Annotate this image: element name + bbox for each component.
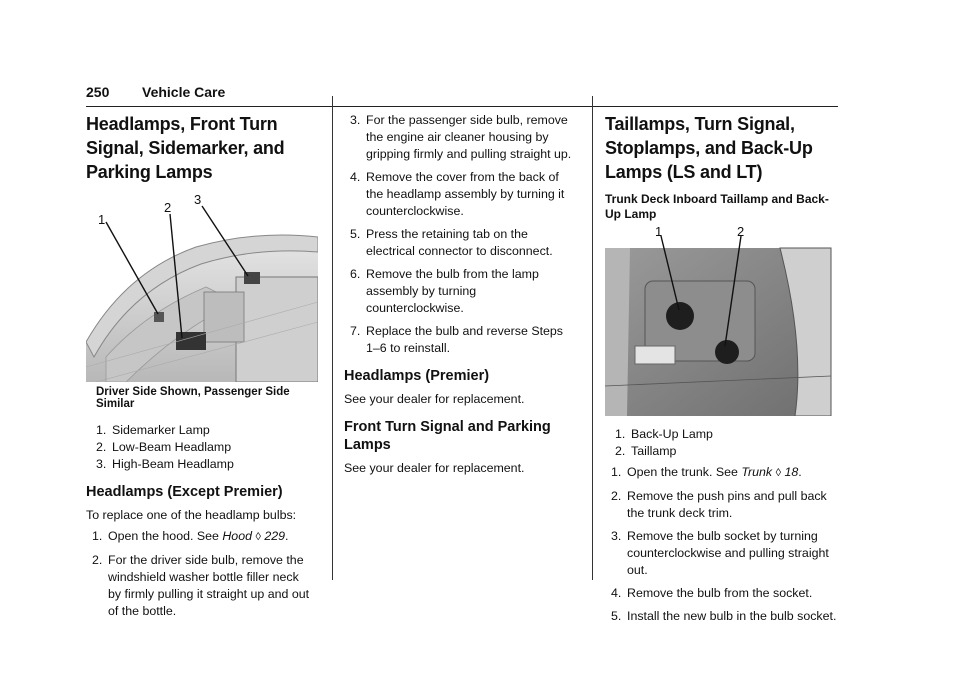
step-item: 5. Install the new bulb in the bulb socket. bbox=[611, 609, 837, 623]
legend-item: 1. Sidemarker Lamp bbox=[96, 423, 210, 437]
taillamp-legend bbox=[605, 426, 839, 460]
section-title: Vehicle Care bbox=[142, 84, 226, 100]
step-item: 2. For the driver side bulb, remove the windshield washer bottle filler neck by firmly pulling it straight up and out of the bottle. bbox=[92, 553, 310, 618]
headlamp-legend bbox=[86, 422, 310, 473]
trunk-link[interactable]: Trunk bbox=[741, 465, 773, 479]
hood-page-link[interactable]: 229 bbox=[264, 529, 286, 543]
legend-item: 1. Back-Up Lamp bbox=[615, 427, 713, 441]
callout-1: 1 bbox=[98, 212, 106, 227]
heading-front-turn-signal: Front Turn Signal and Parking Lamps bbox=[344, 419, 551, 453]
page-ref-arrow-icon: ◊ bbox=[255, 531, 261, 543]
headlamp-illustration bbox=[86, 192, 318, 382]
intro-text: To replace one of the headlamp bulbs: bbox=[86, 508, 297, 522]
legend-item: 3. High-Beam Headlamp bbox=[96, 457, 234, 471]
column-divider bbox=[592, 96, 593, 580]
page-number: 250 bbox=[86, 84, 110, 100]
figure-caption: Driver Side Shown, Passenger Side Similar bbox=[96, 386, 290, 410]
premier-text: See your dealer for replacement. bbox=[344, 392, 525, 406]
hood-link[interactable]: Hood bbox=[222, 529, 252, 543]
step-item: 6. Remove the bulb from the lamp assembly by turning counterclockwise. bbox=[350, 267, 539, 315]
headlamp-steps-continued bbox=[344, 112, 572, 357]
taillamp-steps bbox=[605, 464, 839, 625]
column-divider bbox=[332, 96, 333, 580]
taillamp-figure bbox=[605, 226, 839, 416]
headlamp-figure bbox=[86, 192, 310, 382]
trunk-page-link[interactable]: 18 bbox=[784, 465, 799, 479]
step-item: 3. Remove the bulb socket by turning counterclockwise and pulling straight out. bbox=[611, 529, 829, 577]
step-item: 7. Replace the bulb and reverse Steps 1–6 to reinstall. bbox=[350, 324, 563, 355]
headlamp-steps bbox=[86, 528, 310, 620]
step-item: 4. Remove the bulb from the socket. bbox=[611, 586, 813, 600]
step-item: 2. Remove the push pins and pull back the trunk deck trim. bbox=[611, 489, 827, 520]
heading-premier: Headlamps (Premier) bbox=[344, 368, 490, 384]
callout-3: 3 bbox=[194, 192, 202, 207]
headlamps-title: Headlamps, Front Turn Signal, Sidemarker, and Parking Lamps bbox=[86, 114, 285, 182]
step-item: 5. Press the retaining tab on the electrical connector to disconnect. bbox=[350, 227, 553, 258]
callout-1: 1 bbox=[655, 226, 663, 239]
taillamps-title: Taillamps, Turn Signal, Stoplamps, and Back-Up Lamps (LS and LT) bbox=[605, 114, 813, 182]
trunk-subheading: Trunk Deck Inboard Taillamp and Back-Up Lamp bbox=[605, 192, 829, 221]
callout-2: 2 bbox=[164, 200, 172, 215]
column-right bbox=[605, 112, 839, 631]
step-item: 3. For the passenger side bulb, remove the engine air cleaner housing by gripping firmly and pulling straight up. bbox=[350, 113, 572, 161]
column-left bbox=[86, 112, 310, 626]
subheading-except-premier: Headlamps (Except Premier) bbox=[86, 484, 283, 500]
page-ref-arrow-icon: ◊ bbox=[775, 467, 781, 479]
legend-item: 2. Low-Beam Headlamp bbox=[96, 440, 232, 454]
front-turn-text: See your dealer for replacement. bbox=[344, 461, 525, 475]
page-header bbox=[86, 84, 838, 107]
step-item: 1. Open the trunk. See Trunk ◊ 18. bbox=[611, 465, 802, 479]
column-middle bbox=[344, 112, 572, 481]
taillamp-illustration bbox=[605, 226, 835, 416]
step-item: 4. Remove the cover from the back of the headlamp assembly by turning it counterclockwise. bbox=[350, 170, 565, 218]
legend-item: 2. Taillamp bbox=[615, 444, 677, 458]
step-item: 1. Open the hood. See Hood ◊ 229. bbox=[92, 529, 289, 543]
callout-2: 2 bbox=[737, 226, 745, 239]
